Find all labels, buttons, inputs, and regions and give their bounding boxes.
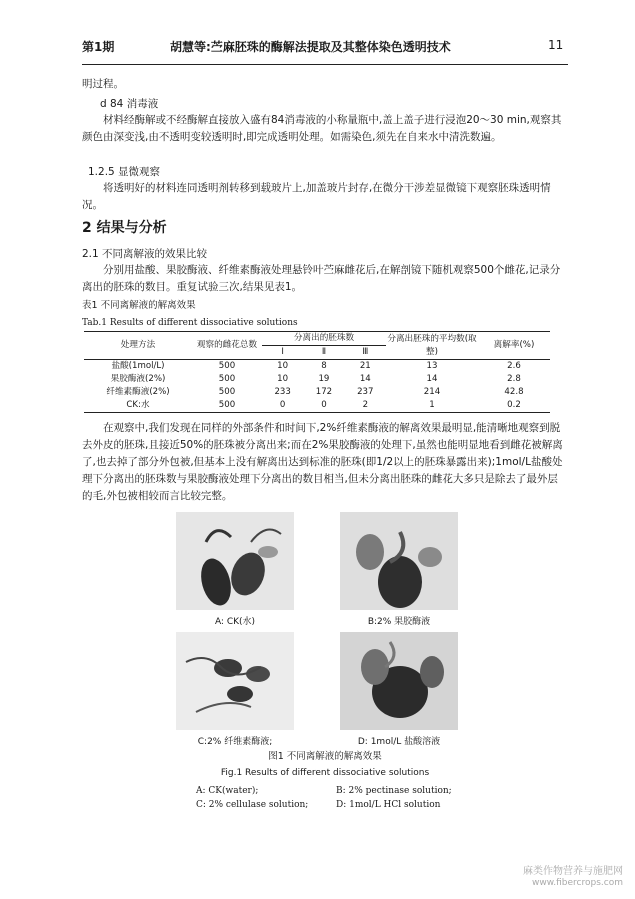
- cell-rep-2: 8: [321, 361, 327, 371]
- cell-rep-1: 10: [277, 374, 289, 384]
- col-header-rep-3: Ⅲ: [362, 347, 369, 357]
- cell-rep-2: 19: [318, 374, 330, 384]
- col-header-total: 观察的雌花总数: [192, 332, 262, 360]
- section-heading-2-1: 2.1 不同离解液的效果比较: [82, 248, 208, 260]
- cell-total: 500: [218, 400, 236, 410]
- table-title-en: Tab.1 Results of different dissociative solutions: [82, 318, 298, 328]
- micrograph-d: [340, 632, 458, 730]
- cell-average: 214: [423, 387, 441, 397]
- table-row: [84, 386, 550, 399]
- section-heading-1-2-5: 1.2.5 显微观察: [88, 166, 161, 178]
- cell-average: 14: [426, 374, 438, 384]
- cell-rep-1: 233: [274, 387, 291, 397]
- cell-rate: 2.8: [507, 374, 521, 384]
- col-header-method: 处理方法: [84, 332, 192, 360]
- watermark-cn: 麻类作物营养与施肥网: [523, 866, 623, 877]
- cell-rep-3: 21: [359, 361, 371, 371]
- caption-a: A: CK(水): [214, 617, 256, 627]
- col-header-rep-1: Ⅰ: [281, 347, 284, 357]
- caption-c: C:2% 纤维素酶液;: [197, 737, 273, 747]
- page-number: 11: [548, 38, 564, 52]
- cell-rep-2: 0: [321, 400, 327, 410]
- table-title-cn: 表1 不同离解液的解离效果: [82, 300, 196, 311]
- figure-title-en: Fig.1 Results of different dissociative solutions: [220, 768, 430, 778]
- cell-rep-3: 2: [362, 400, 369, 410]
- legend-a: A: CK(water);: [196, 786, 259, 796]
- cell-rate: 2.6: [507, 361, 521, 371]
- cell-method: 纤维素酶液(2%): [106, 387, 170, 397]
- micrograph-b: [340, 512, 458, 610]
- paragraph-continued: 明过程。: [82, 78, 124, 90]
- micrograph-c: [176, 632, 294, 730]
- cell-method: 果胶酶液(2%): [110, 374, 166, 384]
- legend-b: B: 2% pectinase solution;: [336, 786, 452, 796]
- paragraph-1-2-5: 将透明好的材料连同透明剂转移到载玻片上,加盖玻片封存,在微分干涉差显微镜下观察胚珠透明情况。: [82, 182, 551, 211]
- cell-total: 500: [218, 387, 236, 397]
- cell-rep-2: 172: [315, 387, 333, 397]
- running-title: 胡慧等:苎麻胚珠的酶解法提取及其整体染色透明技术: [170, 40, 451, 54]
- cell-rep-1: 10: [277, 361, 289, 371]
- cell-rate: 0.2: [507, 400, 521, 410]
- cell-rep-3: 14: [359, 374, 371, 384]
- paragraph-2-1: 分别用盐酸、果胶酶液、纤维素酶液处理悬铃叶苎麻雌花后,在解剖镜下随机观察500个雌花,记录分离出的胚珠的数目。重复试验三次,结果见表1。: [82, 264, 561, 293]
- issue-number: 第1期: [82, 40, 115, 54]
- cell-method: CK:水: [126, 400, 150, 410]
- cell-average: 13: [426, 361, 438, 371]
- cell-total: 500: [218, 374, 236, 384]
- section-heading-d84: d 84 消毒液: [100, 98, 159, 110]
- micrograph-a: [176, 512, 294, 610]
- table-row: [84, 399, 550, 413]
- col-header-average: 分离出胚珠的平均数(取整): [386, 332, 478, 360]
- cell-rep-3: 237: [357, 387, 374, 397]
- caption-d: D: 1mol/L 盐酸溶液: [357, 737, 441, 747]
- caption-b: B:2% 果胶酶液: [367, 617, 431, 627]
- table-row: [84, 373, 550, 386]
- col-header-separated: 分离出的胚珠数: [262, 332, 386, 346]
- section-heading-2: 2 结果与分析: [82, 220, 167, 236]
- cell-average: 1: [429, 400, 435, 410]
- cell-total: 500: [218, 361, 236, 371]
- header-rule: [82, 64, 568, 65]
- paragraph-observation: 在观察中,我们发现在同样的外部条件和时间下,2%纤维素酶液的解离效果最明显,能清晰地观察到脱去外皮的胚珠,且接近50%的胚珠被分离出来;而在2%果胶酶液的处理下,虽然也能明显地看到雌花被解离了,也去掉了部分外包被,但基本上没有解离出达到标准的胚珠(即1/2以上的胚珠暴露出来);1mol/L盐酸处理下分离出的胚珠数与果胶酶液处理下分离出的数目相当,但未分离出胚珠的雌花大多只是除去了最外层的毛,外包被相较而言比较完整。: [82, 422, 563, 502]
- legend-d: D: 1mol/L HCl solution: [336, 800, 441, 810]
- cell-method: 盐酸(1mol/L): [111, 361, 165, 371]
- watermark-url: www.fibercrops.com: [532, 878, 623, 888]
- col-header-rep-2: Ⅱ: [321, 347, 327, 357]
- paragraph-d84: 材料经酶解或不经酶解直接放入盛有84消毒液的小称量瓶中,盖上盖子进行浸泡20～30 min,观察其颜色由深变浅,由不透明变较透明时,即完成透明处理。如需染色,须先在自来水中清洗数遍。: [82, 114, 562, 143]
- table-row: [84, 360, 550, 374]
- col-header-rate: 离解率(%): [478, 332, 550, 360]
- cell-rep-1: 0: [279, 400, 286, 410]
- legend-c: C: 2% cellulase solution;: [196, 800, 309, 810]
- cell-rate: 42.8: [504, 387, 524, 397]
- results-table: [84, 331, 550, 413]
- figure-title-cn: 图1 不同离解液的解离效果: [268, 751, 382, 762]
